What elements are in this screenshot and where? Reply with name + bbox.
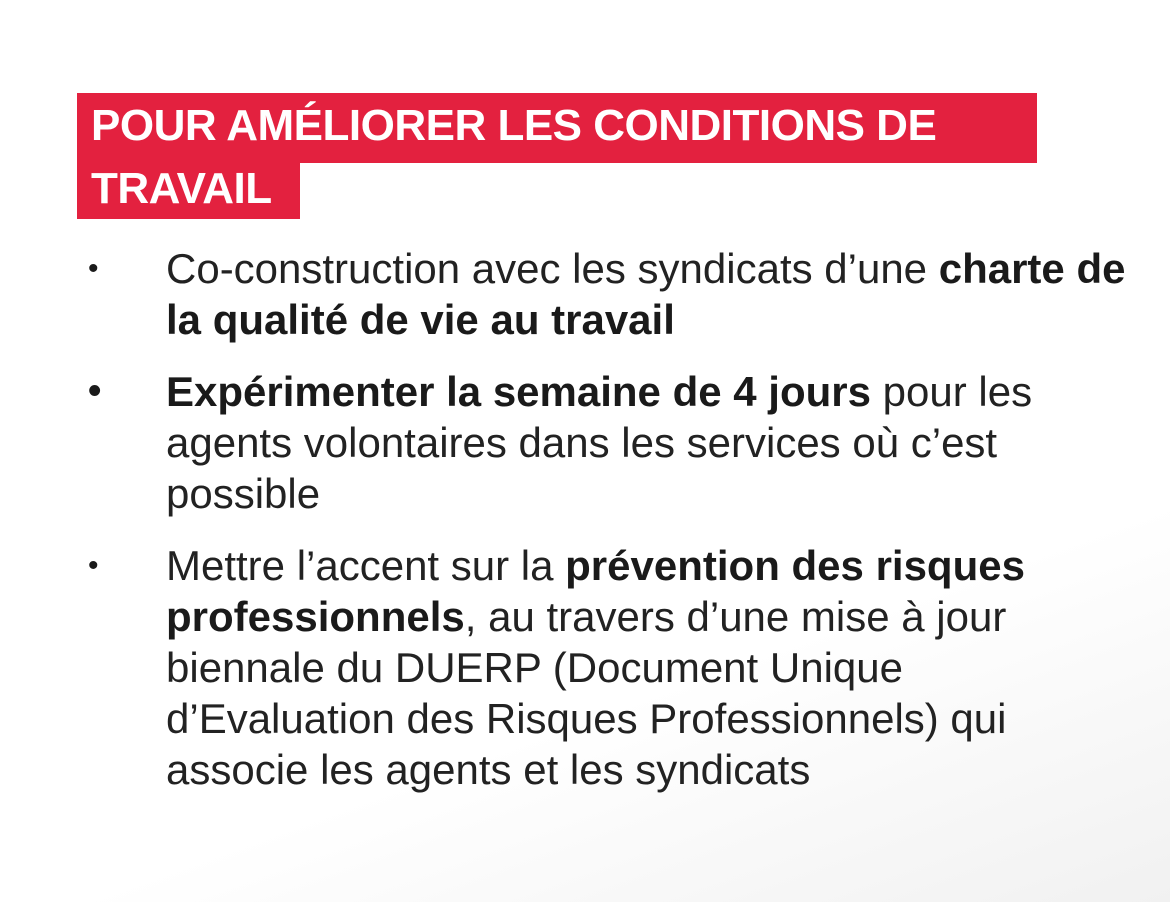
bullet-text-regular: pour les agents volontaires dans les services où c’est possible [166,368,1033,517]
bullet-dot-icon: • [88,370,102,412]
bullet-text-regular: Co-construction avec les syndicats d’une [166,245,939,292]
bullet-text-bold: prévention des risques professionnels [166,542,1025,640]
bullet-dot-icon: • [88,252,99,285]
bullet-dot-icon: • [88,549,99,582]
bullet-list [0,243,1170,795]
bullet-text-regular: , au travers d’une mise à jour biennale du DUERP (Document Unique d’Evaluation des Risques Professionnels) qui associe les agents et les syndicats [166,593,1007,793]
bullet-item-prevention [0,540,1170,795]
heading-line-1: POUR AMÉLIORER LES CONDITIONS DE [77,93,1037,163]
bullet-text-bold: Expérimenter la semaine de 4 jours [166,368,871,415]
bullet-text-bold: charte de la qualité de vie au travail [166,245,1126,343]
section-heading [77,93,1037,219]
bullet-item-semaine-4-jours [0,366,1170,519]
bullet-item-charte [0,243,1170,345]
heading-line-2: TRAVAIL [77,163,300,219]
bullet-text-regular: Mettre l’accent sur la [166,542,566,589]
